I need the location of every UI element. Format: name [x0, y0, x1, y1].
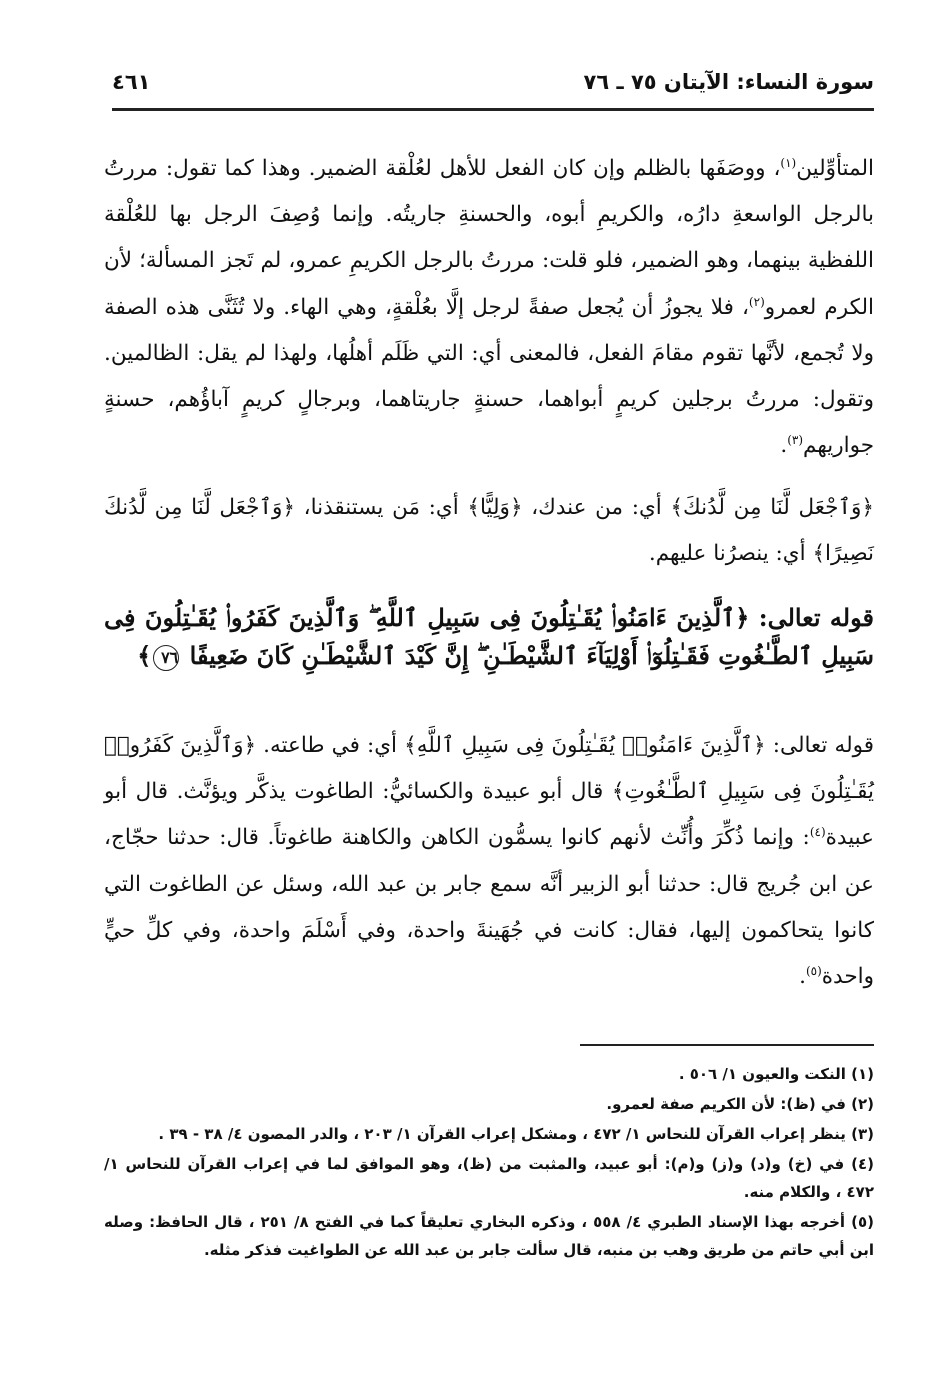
page-header [112, 66, 874, 106]
footnote-5: (٥) أخرجه بهذا الإسناد الطبري ٤/ ٥٥٨ ، وذكره البخاري تعليقاً كما في الفتح ٨/ ٢٥١ ، قال الحافظ: وصله ابن أبي حاتم من طريق وهب بن منبه، قال سألت جابر بن عبد الله عن الطواغيت فذكر مثله. [104, 1213, 874, 1259]
text-run: ، ووصَفَها بالظلم وإن كان الفعل للأهل لعُلْقة الضمير. وهذا كما تقول: مررتُ بالرجل الواسعةِ دارُه، والكريمِ أبوه، والحسنةِ جاريتُه. وإنما وُصِفَ الرجل بها للعُلْقة اللفظية بينهما، وهو الضمير، فلو قلت: مررتُ بالرجل الكريمِ عمرو، لم تَجز المسألة؛ لأن الكرم لعمرو [104, 156, 874, 320]
text-run: أي: في طاعته. [256, 733, 405, 758]
footnote-3: (٣) ينظر إعراب القرآن للنحاس ١/ ٤٧٢ ، ومشكل إعراب القرآن ١/ ٢٠٣ ، والدر المصون ٤/ ٣٨ - ٣٩ . [158, 1125, 874, 1143]
quran-quote: ﴿وَٱجْعَل لَّنَا مِن لَّدُنكَ﴾ [670, 495, 874, 520]
text-run: ، فلا يجوزُ أن يُجعل صفةً لرجل إلَّا بعُلْقةٍ، وهي الهاء. ولا تُثَنَّى هذه الصفة ولا تُجمع، لأنَّها تقوم مقامَ الفعل، فالمعنى أي: التي ظَلَم أهلُها، ولهذا لم يقل: الظالمين. وتقول: مررتُ برجلين كريمٍ أبواهما، حسنةٍ جاريتاهما، وبرجالٍ كريمٍ آباؤُهم، حسنةٍ جواريهم [104, 294, 874, 459]
verse-heading [104, 599, 874, 699]
main-text [104, 146, 874, 1000]
text-run: قال أبو عبيدة والكسائيُّ: الطاغوت يذكَّر ويؤنَّث. قال أبو عبيدة [104, 779, 874, 851]
header-rule [112, 108, 874, 111]
footnotes [104, 1060, 874, 1266]
ayah-number-marker: ٧٦ [153, 645, 179, 671]
text-run: أي: مَن يستنقذنا، [294, 495, 468, 520]
running-title: سورة النساء: الآيتان ٧٥ ـ ٧٦ [583, 70, 874, 94]
footnote-ref-1[interactable]: (١) [780, 155, 797, 170]
quran-quote: ﴿ٱلَّذِينَ ءَامَنُوا۟ يُقَـٰتِلُونَ فِى سَبِيلِ ٱللَّهِ﴾ [404, 733, 766, 758]
footnote-4: (٤) في (خ) و(د) و(ز) و(م): أبو عبيد، والمثبت من (ظ)، وهو الموافق لما في إعراب القرآن للنحاس ١/ ٤٧٢ ، والكلام منه. [104, 1155, 874, 1201]
verse-text: ﴿ٱلَّذِينَ ءَامَنُوا۟ يُقَـٰتِلُونَ فِى سَبِيلِ ٱللَّهِ ۖ وَٱلَّذِينَ كَفَرُوا۟ يُقَـٰتِلُونَ فِى سَبِيلِ ٱلطَّـٰغُوتِ فَقَـٰتِلُوٓا۟ أَوْلِيَآءَ ٱلشَّيْطَـٰنِ ۖ إِنَّ كَيْدَ ٱلشَّيْطَـٰنِ كَانَ ضَعِيفًا [104, 603, 874, 670]
footnote-ref-2[interactable]: (٢) [748, 294, 765, 309]
text-run: قوله تعالى: [765, 733, 875, 758]
footnote-ref-4[interactable]: (٤) [809, 825, 826, 840]
quran-quote: ﴿وَٱجْعَل لَّنَا مِن لَّدُنكَ نَصِيرًا﴾ [104, 495, 874, 567]
paragraph-commentary [104, 723, 874, 1000]
paragraph-tafsir [104, 485, 874, 583]
text-run: المتأوِّلين [796, 156, 874, 181]
page-number: ٤٦١ [112, 70, 151, 94]
text-run: أي: من عندك، [522, 495, 671, 520]
footnote-ref-5[interactable]: (٥) [805, 963, 822, 978]
verse-close: ﴾ [137, 641, 152, 670]
text-run: أي: ينصرُنا عليهم. [648, 541, 813, 567]
paragraph-grammar [104, 146, 874, 477]
quran-quote: ﴿وَٱلَّذِينَ كَفَرُوا۟ يُقَـٰتِلُونَ فِى سَبِيلِ ٱلطَّـٰغُوتِ﴾ [104, 733, 874, 805]
footnote-separator [580, 1044, 874, 1046]
footnote-1: (١) النكت والعيون ١/ ٥٠٦ . [678, 1065, 874, 1083]
text-run: . [780, 433, 788, 459]
footnote-ref-3[interactable]: (٣) [787, 433, 804, 448]
footnote-2: (٢) في (ظ): لأن الكريم صفة لعمرو. [606, 1095, 874, 1113]
text-run: : وإنما ذُكِّرَ وأُنِّث لأنهم كانوا يسمُّون الكاهن والكاهنة طاغوتاً. قال: حدثنا حجّاج، عن ابن جُريج قال: حدثنا أبو الزبير أنَّه سمع جابر بن عبد الله، وسئل عن الطاغوت التي كانوا يتحاكمون إليها، فقال: كانت في جُهَينةَ واحدة، وفي أَسْلَمَ واحدة، وفي كلِّ حيٍّ واحدة [104, 825, 874, 990]
text-run: . [799, 964, 806, 990]
verse-lead: قوله تعالى: [749, 603, 874, 632]
quran-quote: ﴿وَلِيًّا﴾ [467, 495, 523, 520]
